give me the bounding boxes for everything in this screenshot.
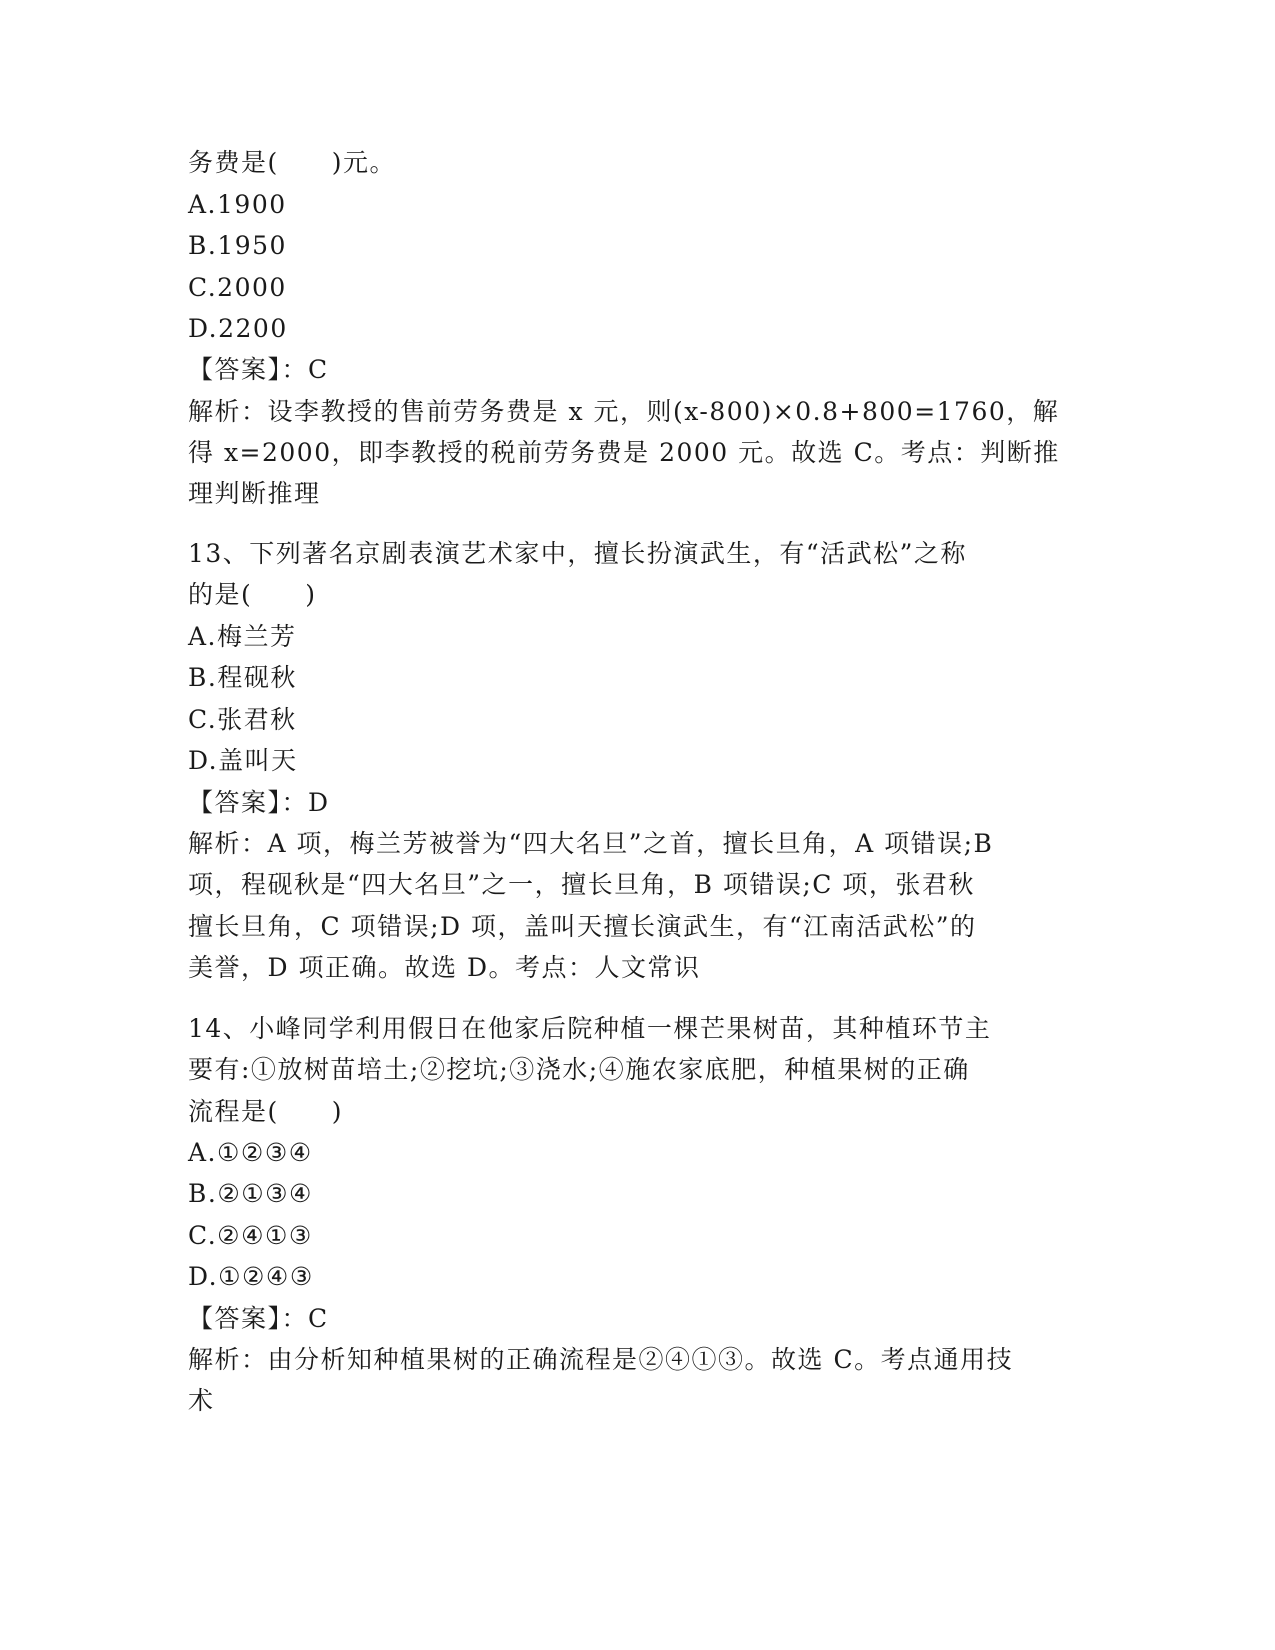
q14-stem-line-3: 流程是( ) [188, 1097, 344, 1126]
q12-option-b: B.1950 [188, 231, 287, 260]
q12-option-c: C.2000 [188, 273, 287, 302]
q12-analysis-line-3: 理判断推理 [188, 479, 321, 508]
q12-answer: 【答案】：C [188, 355, 329, 384]
q12-analysis-line-1: 解析：设李教授的售前劳务费是 x 元，则(x-800)×0.8+800=1760，解 [188, 397, 1060, 426]
q13-analysis-line-1: 解析：A 项，梅兰芳被誉为“四大名旦”之首，擅长旦角，A 项错误;B [188, 829, 994, 858]
q13-option-c: C.张君秋 [188, 705, 297, 734]
q12-stem-end: 务费是( )元。 [188, 148, 397, 177]
q14-analysis-line-2: 术 [188, 1386, 215, 1415]
q14-analysis-line-1: 解析：由分析知种植果树的正确流程是②④①③。故选 C。考点通用技 [188, 1345, 1014, 1374]
q13-stem-line-2: 的是( ) [188, 580, 317, 609]
q14-option-d: D.①②④③ [188, 1262, 314, 1291]
q12-analysis-line-2: 得 x=2000，即李教授的税前劳务费是 2000 元。故选 C。考点：判断推 [188, 438, 1060, 467]
q13-analysis-line-2: 项，程砚秋是“四大名旦”之一，擅长旦角，B 项错误;C 项，张君秋 [188, 870, 975, 899]
q14-option-b: B.②①③④ [188, 1179, 313, 1208]
q14-option-c: C.②④①③ [188, 1221, 313, 1250]
q14-stem-line-1: 14、小峰同学利用假日在他家后院种植一棵芒果树苗，其种植环节主 [188, 1014, 992, 1043]
q14-answer: 【答案】：C [188, 1304, 329, 1333]
q12-option-a: A.1900 [188, 190, 287, 219]
q14-stem-line-2: 要有:①放树苗培土;②挖坑;③浇水;④施农家底肥，种植果树的正确 [188, 1055, 970, 1084]
q12-option-d: D.2200 [188, 314, 288, 343]
q13-analysis-line-4: 美誉，D 项正确。故选 D。考点：人文常识 [188, 953, 701, 982]
q13-answer: 【答案】：D [188, 788, 330, 817]
q13-analysis-line-3: 擅长旦角，C 项错误;D 项，盖叫天擅长演武生，有“江南活武松”的 [188, 912, 977, 941]
q14-option-a: A.①②③④ [188, 1138, 313, 1167]
q13-stem-line-1: 13、下列著名京剧表演艺术家中，擅长扮演武生，有“活武松”之称 [188, 539, 967, 568]
q13-option-a: A.梅兰芳 [188, 622, 297, 651]
q13-option-b: B.程砚秋 [188, 663, 297, 692]
q13-option-d: D.盖叫天 [188, 746, 298, 775]
